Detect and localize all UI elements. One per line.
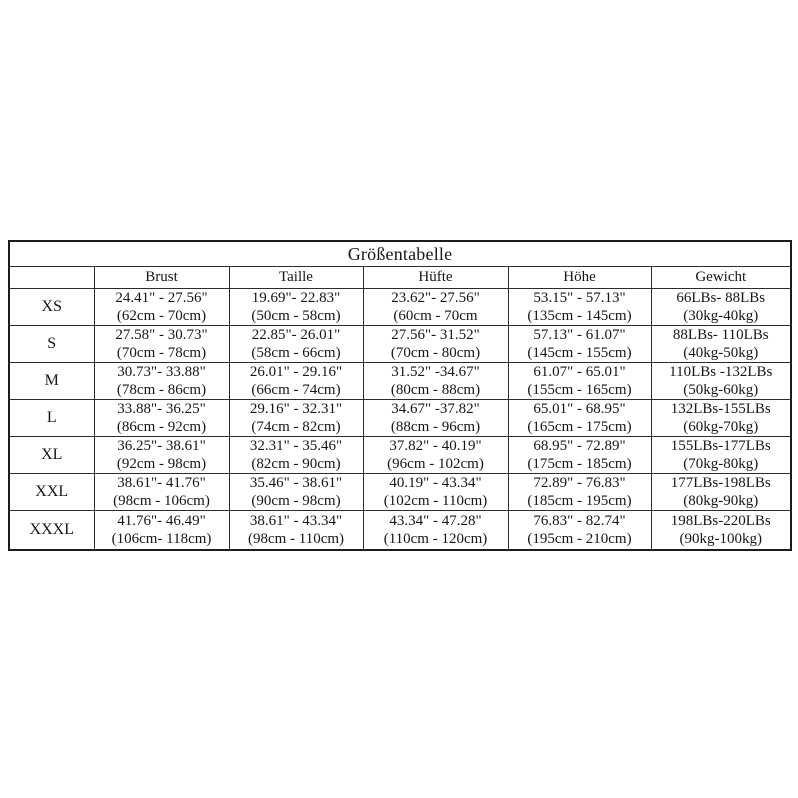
range-inches: 65.01" - 68.95" bbox=[533, 401, 626, 417]
measurement-cell bbox=[363, 400, 508, 437]
measurement-cell bbox=[229, 326, 363, 363]
measurement-cell bbox=[651, 289, 791, 326]
range-inches: 38.61"- 41.76" bbox=[117, 475, 206, 491]
range-cm: (165cm - 175cm) bbox=[527, 419, 632, 435]
measurement-cell bbox=[363, 437, 508, 474]
measurement-cell bbox=[94, 363, 229, 400]
range-kg: (60kg-70kg) bbox=[683, 419, 759, 435]
measurement-cell bbox=[229, 289, 363, 326]
range-lbs: 66LBs- 88LBs bbox=[676, 290, 766, 306]
range-kg: (80kg-90kg) bbox=[683, 493, 759, 509]
range-cm: (58cm - 66cm) bbox=[251, 345, 341, 361]
table-row-xl bbox=[9, 437, 791, 474]
range-inches: 40.19" - 43.34" bbox=[389, 475, 482, 491]
measurement-cell bbox=[651, 326, 791, 363]
range-inches: 61.07" - 65.01" bbox=[533, 364, 626, 380]
measurement-cell bbox=[229, 511, 363, 551]
range-inches: 35.46" - 38.61" bbox=[249, 475, 343, 491]
range-inches: 38.61" - 43.34" bbox=[249, 513, 343, 529]
range-cm: (86cm - 92cm) bbox=[116, 419, 207, 435]
range-inches: 30.73"- 33.88" bbox=[117, 364, 206, 380]
range-inches: 26.01" - 29.16" bbox=[249, 364, 343, 380]
range-cm: (98cm - 110cm) bbox=[247, 531, 345, 547]
measurement-cell bbox=[363, 289, 508, 326]
measurement-cell bbox=[508, 437, 651, 474]
table-row-m bbox=[9, 363, 791, 400]
range-cm: (70cm - 78cm) bbox=[116, 345, 207, 361]
table-row-xs bbox=[9, 289, 791, 326]
measurement-cell bbox=[363, 363, 508, 400]
measurement-cell bbox=[508, 289, 651, 326]
range-cm: (145cm - 155cm) bbox=[527, 345, 632, 361]
range-cm: (66cm - 74cm) bbox=[251, 382, 341, 398]
range-cm: (175cm - 185cm) bbox=[527, 456, 632, 472]
measurement-cell bbox=[651, 474, 791, 511]
range-lbs: 110LBs -132LBs bbox=[669, 364, 773, 380]
measurement-cell bbox=[229, 437, 363, 474]
size-label: S bbox=[9, 326, 94, 363]
range-cm: (92cm - 98cm) bbox=[116, 456, 207, 472]
range-lbs: 198LBs-220LBs bbox=[670, 513, 771, 529]
range-lbs: 88LBs- 110LBs bbox=[672, 327, 769, 343]
range-inches: 24.41" - 27.56" bbox=[115, 290, 208, 306]
range-lbs: 155LBs-177LBs bbox=[670, 438, 771, 454]
range-cm: (102cm - 110cm) bbox=[383, 493, 488, 509]
table-row-xxl bbox=[9, 474, 791, 511]
size-chart-table bbox=[8, 240, 792, 551]
size-label: XXL bbox=[9, 474, 94, 511]
measurement-cell bbox=[94, 289, 229, 326]
measurement-cell bbox=[363, 326, 508, 363]
table-header-row bbox=[9, 267, 791, 289]
range-inches: 27.58" - 30.73" bbox=[115, 327, 208, 343]
range-cm: (60cm - 70cm bbox=[393, 308, 478, 324]
range-cm: (98cm - 106cm) bbox=[113, 493, 210, 509]
size-label: XS bbox=[9, 289, 94, 326]
range-inches: 33.88"- 36.25" bbox=[117, 401, 206, 417]
size-label: L bbox=[9, 400, 94, 437]
measurement-cell bbox=[363, 511, 508, 551]
measurement-cell bbox=[94, 474, 229, 511]
header-gewicht: Gewicht bbox=[651, 267, 791, 289]
range-cm: (106cm- 118cm) bbox=[111, 531, 212, 547]
range-lbs: 132LBs-155LBs bbox=[670, 401, 771, 417]
header-size bbox=[9, 267, 94, 289]
measurement-cell bbox=[229, 363, 363, 400]
measurement-cell bbox=[94, 400, 229, 437]
table-row-l bbox=[9, 400, 791, 437]
range-inches: 27.56"- 31.52" bbox=[391, 327, 480, 343]
range-cm: (70cm - 80cm) bbox=[390, 345, 481, 361]
measurement-cell bbox=[651, 511, 791, 551]
table-row-s bbox=[9, 326, 791, 363]
header-taille: Taille bbox=[229, 267, 363, 289]
range-inches: 36.25"- 38.61" bbox=[117, 438, 206, 454]
range-kg: (90kg-100kg) bbox=[679, 531, 763, 547]
range-cm: (110cm - 120cm) bbox=[383, 531, 488, 547]
range-inches: 72.89" - 76.83" bbox=[533, 475, 626, 491]
range-inches: 32.31" - 35.46" bbox=[249, 438, 343, 454]
range-inches: 41.76"- 46.49" bbox=[117, 513, 206, 529]
size-label: M bbox=[9, 363, 94, 400]
range-inches: 23.62"- 27.56" bbox=[391, 290, 480, 306]
range-cm: (80cm - 88cm) bbox=[390, 382, 481, 398]
table-title: Größentabelle bbox=[9, 241, 791, 267]
size-label: XL bbox=[9, 437, 94, 474]
range-cm: (195cm - 210cm) bbox=[527, 531, 632, 547]
range-cm: (82cm - 90cm) bbox=[251, 456, 341, 472]
measurement-cell bbox=[229, 400, 363, 437]
measurement-cell bbox=[508, 363, 651, 400]
range-inches: 19.69"- 22.83" bbox=[251, 290, 341, 306]
range-cm: (78cm - 86cm) bbox=[116, 382, 207, 398]
range-cm: (135cm - 145cm) bbox=[527, 308, 632, 324]
table-title-row bbox=[9, 241, 791, 267]
measurement-cell bbox=[508, 474, 651, 511]
measurement-cell bbox=[94, 326, 229, 363]
range-inches: 43.34" - 47.28" bbox=[389, 513, 482, 529]
measurement-cell bbox=[651, 437, 791, 474]
range-inches: 53.15" - 57.13" bbox=[533, 290, 626, 306]
range-cm: (88cm - 96cm) bbox=[390, 419, 481, 435]
range-cm: (62cm - 70cm) bbox=[116, 308, 207, 324]
range-inches: 31.52" -34.67" bbox=[391, 364, 480, 380]
measurement-cell bbox=[508, 511, 651, 551]
range-inches: 68.95" - 72.89" bbox=[533, 438, 626, 454]
header-hoehe: Höhe bbox=[508, 267, 651, 289]
range-inches: 57.13" - 61.07" bbox=[533, 327, 626, 343]
measurement-cell bbox=[94, 511, 229, 551]
measurement-cell bbox=[651, 363, 791, 400]
range-cm: (50cm - 58cm) bbox=[251, 308, 341, 324]
range-inches: 22.85"- 26.01" bbox=[251, 327, 341, 343]
range-cm: (155cm - 165cm) bbox=[527, 382, 632, 398]
measurement-cell bbox=[508, 326, 651, 363]
measurement-cell bbox=[94, 437, 229, 474]
range-kg: (50kg-60kg) bbox=[683, 382, 759, 398]
range-inches: 34.67" -37.82" bbox=[391, 401, 480, 417]
measurement-cell bbox=[508, 400, 651, 437]
range-kg: (40kg-50kg) bbox=[683, 345, 759, 361]
range-kg: (70kg-80kg) bbox=[683, 456, 759, 472]
range-lbs: 177LBs-198LBs bbox=[670, 475, 771, 491]
header-brust: Brust bbox=[94, 267, 229, 289]
range-inches: 76.83" - 82.74" bbox=[533, 513, 626, 529]
range-inches: 37.82" - 40.19" bbox=[389, 438, 482, 454]
range-inches: 29.16" - 32.31" bbox=[249, 401, 343, 417]
header-huefte: Hüfte bbox=[363, 267, 508, 289]
range-cm: (74cm - 82cm) bbox=[251, 419, 341, 435]
range-cm: (96cm - 102cm) bbox=[387, 456, 484, 472]
measurement-cell bbox=[229, 474, 363, 511]
range-kg: (30kg-40kg) bbox=[683, 308, 759, 324]
measurement-cell bbox=[651, 400, 791, 437]
size-label: XXXL bbox=[9, 511, 94, 551]
table-row-xxxl bbox=[9, 511, 791, 551]
range-cm: (90cm - 98cm) bbox=[251, 493, 341, 509]
range-cm: (185cm - 195cm) bbox=[527, 493, 632, 509]
measurement-cell bbox=[363, 474, 508, 511]
